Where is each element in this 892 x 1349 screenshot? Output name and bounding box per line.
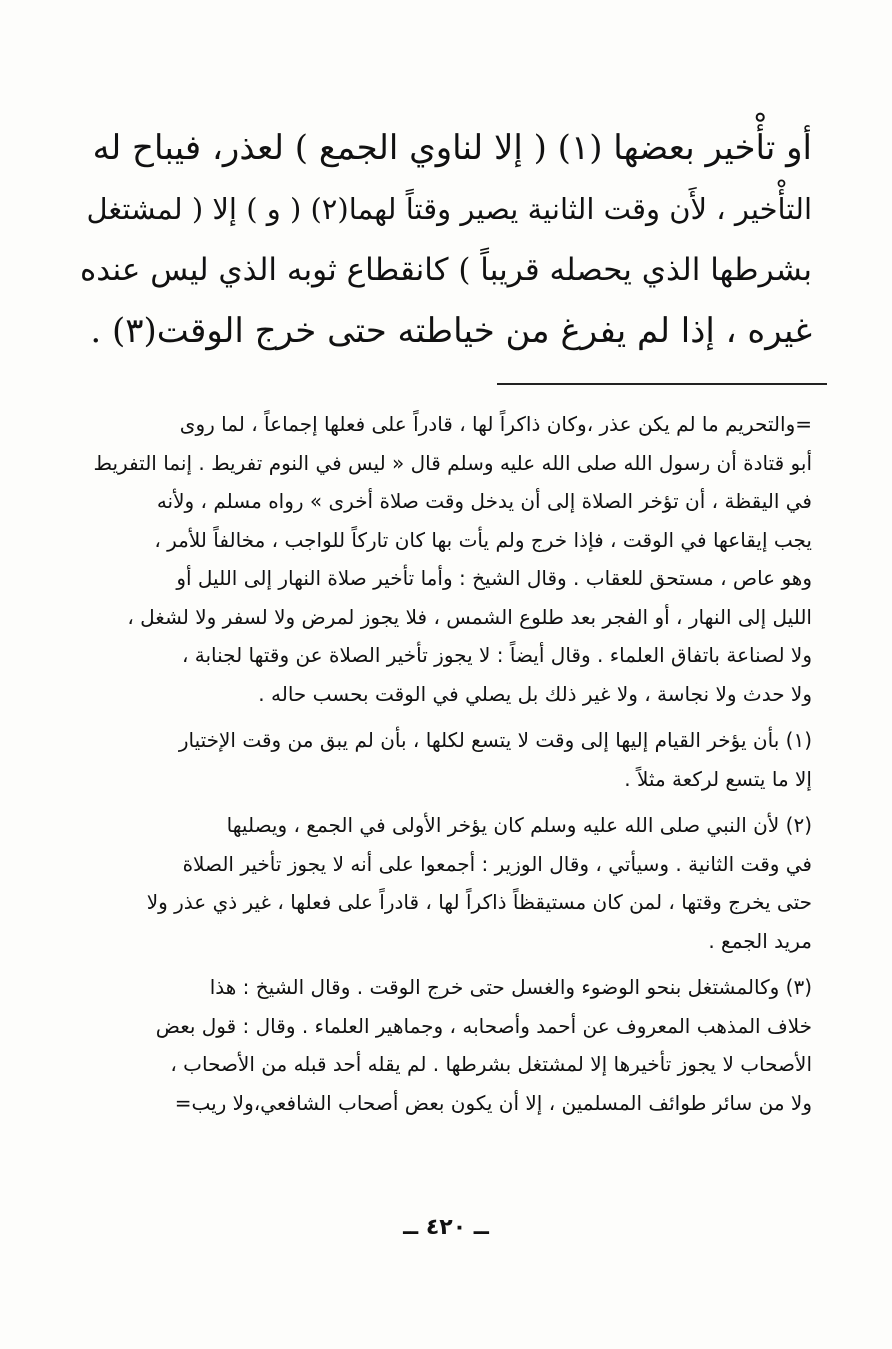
footnote-line: يجب إيقاعها في الوقت ، فإذا خرج ولم يأت بها كان تاركاً للواجب ، مخالفاً للأمر ، — [154, 527, 812, 552]
footnote-line: الأصحاب لا يجوز تأخيرها إلا لمشتغل بشرطها . لم يقله أحد قبله من الأصحاب ، — [170, 1052, 812, 1076]
footnote-separator — [497, 383, 827, 385]
footnote-line: (٢) لأن النبي صلى الله عليه وسلم كان يؤخر الأولى في الجمع ، ويصليها — [226, 813, 812, 837]
footnote-line: ولا حدث ولا نجاسة ، ولا غير ذلك بل يصلي في الوقت بحسب حاله . — [258, 681, 812, 706]
footnote-line: (٣) وكالمشتغل بنحو الوضوء والغسل حتى خرج الوقت . وقال الشيخ : هذا — [209, 975, 812, 999]
footnote-3 — [77, 968, 812, 1122]
footnote-2 — [77, 806, 812, 960]
footnote-1 — [77, 721, 812, 798]
footnote-line: أبو قتادة أن رسول الله صلى الله عليه وسلم قال « ليس في النوم تفريط . إنما التفريط — [93, 450, 812, 475]
footnote-line: في وقت الثانية . وسيأتي ، وقال الوزير : أجمعوا على أنه لا يجوز تأخير الصلاة — [182, 851, 812, 876]
footnote-line: =والتحريم ما لم يكن عذر ،وكان ذاكراً لها ، قادراً على فعلها إجماعاً ، لما روى — [179, 412, 812, 436]
main-text-line: أو تأْخير بعضها (١) ( إلا لناوي الجمع ) لعذر، فيباح له — [92, 128, 812, 168]
main-text-line: بشرطها الذي يحصله قريباً ) كانقطاع ثوبه الذي ليس عنده — [80, 252, 812, 288]
footnote-line: ولا من سائر طوائف المسلمين ، إلا أن يكون بعض أصحاب الشافعي،ولا ريب= — [174, 1090, 812, 1115]
footnote-line: وهو عاص ، مستحق للعقاب . وقال الشيخ : وأما تأخير صلاة النهار إلى الليل أو — [176, 566, 812, 590]
footnote-line: إلا ما يتسع لركعة مثلاً . — [624, 766, 812, 791]
main-text — [77, 118, 812, 362]
footnote-line: ولا لصناعة باتفاق العلماء . وقال أيضاً : لا يجوز تأخير الصلاة عن وقتها لجنابة ، — [181, 643, 812, 667]
footnote-continuation — [77, 405, 812, 713]
footnote-line: حتى يخرج وقتها ، لمن كان مستيقظاً ذاكراً لها ، قادراً على فعلها ، غير ذي عذر ولا — [146, 890, 812, 914]
main-text-line: غيره ، إذا لم يفرغ من خياطته حتى خرج الوقت(٣) . — [90, 311, 812, 351]
footnote-line: مريد الجمع . — [708, 928, 812, 953]
footnote-line: الليل إلى النهار ، أو الفجر بعد طلوع الشمس ، فلا يجوز لمرض ولا لسفر ولا لشغل ، — [127, 604, 812, 629]
footnote-line: في اليقظة ، أن تؤخر الصلاة إلى أن يدخل وقت صلاة أخرى » رواه مسلم ، ولأنه — [156, 489, 812, 513]
footnote-line: خلاف المذهب المعروف عن أحمد وأصحابه ، وجماهير العلماء . وقال : قول بعض — [155, 1013, 812, 1038]
main-text-line: التأْخير ، لأَن وقت الثانية يصير وقتاً لهما(٢) ( و ) إلا ( لمشتغل — [86, 192, 812, 226]
footnotes — [77, 405, 812, 1130]
page-number: ــ ٤٢٠ ــ — [403, 1215, 489, 1240]
footnote-line: (١) بأن يؤخر القيام إليها إلى وقت لا يتسع لكلها ، بأن لم يبق من وقت الإختيار — [178, 728, 812, 752]
